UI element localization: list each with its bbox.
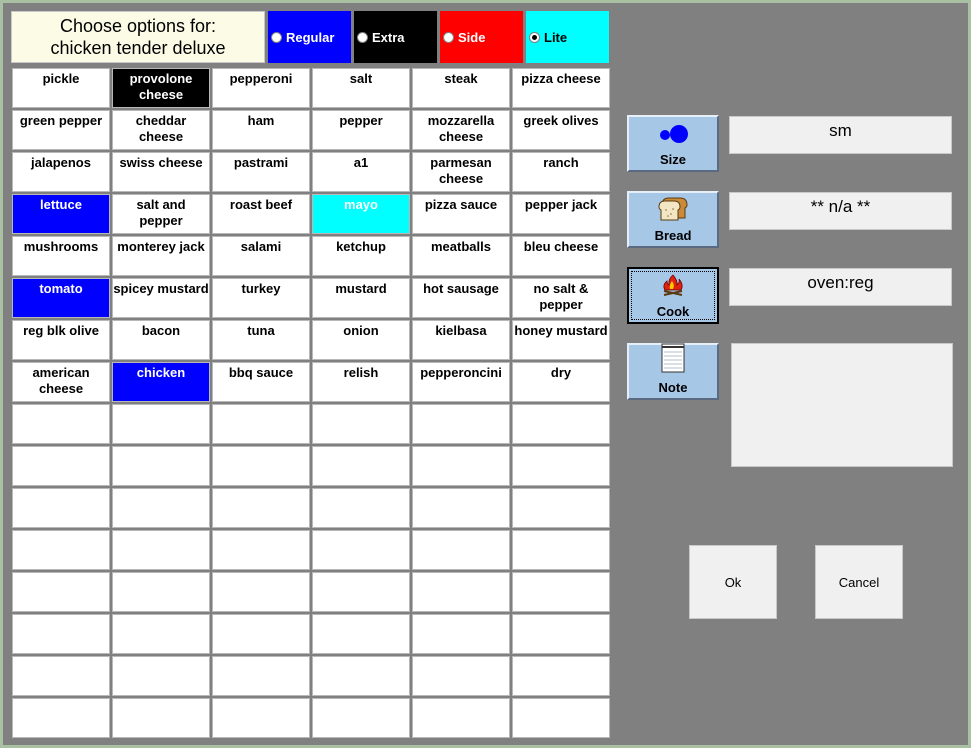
option-cell[interactable]: salt and pepper bbox=[112, 194, 210, 234]
empty-option-cell[interactable] bbox=[312, 488, 410, 528]
empty-option-cell[interactable] bbox=[412, 488, 510, 528]
empty-option-cell[interactable] bbox=[412, 530, 510, 570]
bread-button-label: Bread bbox=[654, 228, 692, 243]
option-cell[interactable]: salt bbox=[312, 68, 410, 108]
options-grid bbox=[11, 67, 611, 739]
bread-button[interactable] bbox=[627, 191, 719, 248]
mode-label: Lite bbox=[544, 29, 568, 45]
option-cell[interactable]: relish bbox=[312, 362, 410, 402]
empty-option-cell[interactable] bbox=[112, 446, 210, 486]
option-cell[interactable]: pastrami bbox=[212, 152, 310, 192]
option-cell[interactable]: spicey mustard bbox=[112, 278, 210, 318]
option-cell[interactable]: provolone cheese bbox=[112, 68, 210, 108]
cook-button[interactable] bbox=[627, 267, 719, 324]
cook-button-label: Cook bbox=[656, 304, 690, 319]
option-cell[interactable]: salami bbox=[212, 236, 310, 276]
empty-option-cell[interactable] bbox=[12, 614, 110, 654]
empty-option-cell[interactable] bbox=[312, 698, 410, 738]
option-cell[interactable]: mayo bbox=[312, 194, 410, 234]
empty-option-cell[interactable] bbox=[512, 488, 610, 528]
option-cell[interactable]: ham bbox=[212, 110, 310, 150]
option-cell[interactable]: reg blk olive bbox=[12, 320, 110, 360]
empty-option-cell[interactable] bbox=[412, 614, 510, 654]
option-cell[interactable]: hot sausage bbox=[412, 278, 510, 318]
mode-label: Extra bbox=[372, 29, 405, 45]
option-cell[interactable]: mozzarella cheese bbox=[412, 110, 510, 150]
option-cell[interactable]: mustard bbox=[312, 278, 410, 318]
option-cell[interactable]: no salt & pepper bbox=[512, 278, 610, 318]
mode-label: Side bbox=[458, 29, 486, 45]
empty-option-cell[interactable] bbox=[512, 530, 610, 570]
empty-option-cell[interactable] bbox=[212, 572, 310, 612]
option-cell[interactable]: pizza sauce bbox=[412, 194, 510, 234]
option-cell[interactable]: dry bbox=[512, 362, 610, 402]
empty-option-cell[interactable] bbox=[312, 530, 410, 570]
empty-option-cell[interactable] bbox=[12, 530, 110, 570]
option-cell[interactable]: pickle bbox=[12, 68, 110, 108]
option-cell[interactable]: green pepper bbox=[12, 110, 110, 150]
option-cell[interactable]: american cheese bbox=[12, 362, 110, 402]
empty-option-cell[interactable] bbox=[112, 698, 210, 738]
empty-option-cell[interactable] bbox=[312, 614, 410, 654]
option-cell[interactable]: tomato bbox=[12, 278, 110, 318]
option-cell[interactable]: greek olives bbox=[512, 110, 610, 150]
mode-side-radio[interactable] bbox=[440, 11, 523, 63]
radio-circle-icon bbox=[271, 32, 282, 43]
option-cell[interactable]: monterey jack bbox=[112, 236, 210, 276]
empty-option-cell[interactable] bbox=[212, 614, 310, 654]
option-cell[interactable]: chicken bbox=[112, 362, 210, 402]
option-cell[interactable]: pepper bbox=[312, 110, 410, 150]
empty-option-cell[interactable] bbox=[12, 446, 110, 486]
option-cell[interactable]: ketchup bbox=[312, 236, 410, 276]
option-cell[interactable]: pepper jack bbox=[512, 194, 610, 234]
empty-option-cell[interactable] bbox=[212, 488, 310, 528]
note-button-label: Note bbox=[658, 380, 688, 395]
option-cell[interactable]: swiss cheese bbox=[112, 152, 210, 192]
empty-option-cell[interactable] bbox=[512, 572, 610, 612]
radio-circle-icon bbox=[443, 32, 454, 43]
empty-option-cell[interactable] bbox=[512, 404, 610, 444]
empty-option-cell[interactable] bbox=[212, 656, 310, 696]
cancel-button[interactable]: Cancel bbox=[815, 545, 903, 619]
empty-option-cell[interactable] bbox=[412, 446, 510, 486]
option-cell[interactable]: turkey bbox=[212, 278, 310, 318]
bread-icon bbox=[656, 195, 690, 224]
mode-regular-radio[interactable] bbox=[268, 11, 351, 63]
empty-option-cell[interactable] bbox=[512, 656, 610, 696]
empty-option-cell[interactable] bbox=[312, 656, 410, 696]
option-cell[interactable]: bleu cheese bbox=[512, 236, 610, 276]
fire-icon bbox=[660, 273, 686, 300]
empty-option-cell[interactable] bbox=[12, 656, 110, 696]
option-cell[interactable]: parmesan cheese bbox=[412, 152, 510, 192]
empty-option-cell[interactable] bbox=[312, 446, 410, 486]
option-cell[interactable]: tuna bbox=[212, 320, 310, 360]
option-cell[interactable]: bbq sauce bbox=[212, 362, 310, 402]
option-cell[interactable]: ranch bbox=[512, 152, 610, 192]
option-cell[interactable]: roast beef bbox=[212, 194, 310, 234]
option-cell[interactable]: meatballs bbox=[412, 236, 510, 276]
empty-option-cell[interactable] bbox=[112, 530, 210, 570]
size-button-label: Size bbox=[659, 152, 686, 167]
option-cell[interactable]: a1 bbox=[312, 152, 410, 192]
empty-option-cell[interactable] bbox=[212, 530, 310, 570]
note-field[interactable] bbox=[731, 343, 953, 467]
empty-option-cell[interactable] bbox=[112, 656, 210, 696]
option-cell[interactable]: pizza cheese bbox=[512, 68, 610, 108]
empty-option-cell[interactable] bbox=[12, 572, 110, 612]
radio-circle-icon bbox=[529, 32, 540, 43]
empty-option-cell[interactable] bbox=[112, 614, 210, 654]
empty-option-cell[interactable] bbox=[312, 572, 410, 612]
ok-button[interactable]: Ok bbox=[689, 545, 777, 619]
option-cell[interactable]: pepperoni bbox=[212, 68, 310, 108]
empty-option-cell[interactable] bbox=[112, 404, 210, 444]
option-cell[interactable]: lettuce bbox=[12, 194, 110, 234]
radio-selected-dot-icon bbox=[532, 35, 537, 40]
size-button[interactable] bbox=[627, 115, 719, 172]
size-value: sm bbox=[729, 116, 952, 154]
empty-option-cell[interactable] bbox=[12, 404, 110, 444]
empty-option-cell[interactable] bbox=[12, 488, 110, 528]
empty-option-cell[interactable] bbox=[412, 656, 510, 696]
bread-value: ** n/a ** bbox=[729, 192, 952, 230]
title-line-1: Choose options for: bbox=[59, 16, 217, 36]
option-cell[interactable]: steak bbox=[412, 68, 510, 108]
empty-option-cell[interactable] bbox=[12, 698, 110, 738]
radio-circle-icon bbox=[357, 32, 368, 43]
empty-option-cell[interactable] bbox=[412, 572, 510, 612]
empty-option-cell[interactable] bbox=[412, 698, 510, 738]
option-cell[interactable]: kielbasa bbox=[412, 320, 510, 360]
empty-option-cell[interactable] bbox=[112, 572, 210, 612]
mode-extra-radio[interactable] bbox=[354, 11, 437, 63]
empty-option-cell[interactable] bbox=[412, 404, 510, 444]
option-cell[interactable]: pepperoncini bbox=[412, 362, 510, 402]
empty-option-cell[interactable] bbox=[512, 614, 610, 654]
option-cell[interactable]: mushrooms bbox=[12, 236, 110, 276]
option-cell[interactable]: jalapenos bbox=[12, 152, 110, 192]
empty-option-cell[interactable] bbox=[212, 404, 310, 444]
empty-option-cell[interactable] bbox=[112, 488, 210, 528]
mode-label: Regular bbox=[286, 29, 335, 45]
option-cell[interactable]: onion bbox=[312, 320, 410, 360]
empty-option-cell[interactable] bbox=[512, 446, 610, 486]
option-cell[interactable]: honey mustard bbox=[512, 320, 610, 360]
size-dots-icon bbox=[657, 123, 689, 148]
note-button[interactable] bbox=[627, 343, 719, 400]
notepad-icon bbox=[661, 343, 685, 376]
cook-value: oven:reg bbox=[729, 268, 952, 306]
mode-lite-radio[interactable] bbox=[526, 11, 609, 63]
option-cell[interactable]: bacon bbox=[112, 320, 210, 360]
empty-option-cell[interactable] bbox=[512, 698, 610, 738]
empty-option-cell[interactable] bbox=[212, 446, 310, 486]
empty-option-cell[interactable] bbox=[312, 404, 410, 444]
dialog-title bbox=[11, 11, 265, 63]
empty-option-cell[interactable] bbox=[212, 698, 310, 738]
title-line-2: chicken tender deluxe bbox=[50, 38, 226, 58]
option-cell[interactable]: cheddar cheese bbox=[112, 110, 210, 150]
